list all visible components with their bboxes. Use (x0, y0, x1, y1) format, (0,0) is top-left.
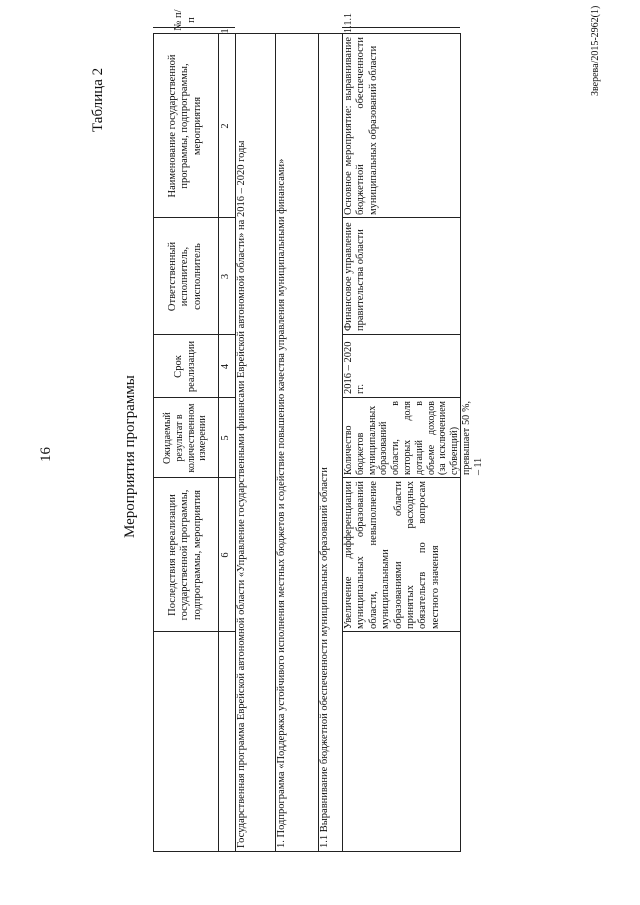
table-caption: Таблица 2 (90, 67, 106, 132)
task-row: 1.1 Выравнивание бюджетной обеспеченности муниципальных образований области (319, 467, 330, 848)
item-result: Количество бюджетов муниципальных образований области, в которых доля дотаций в объеме доходов (за исключением субвенций) превышает 50 %, – 11 (343, 401, 484, 475)
program-row: Государственная программа Еврейской автономной области «Управление государственными финансами Еврейской автономной области» на 2016 – 2020 годы (236, 140, 247, 848)
header-result: Ожидаемый результат в количественном измерении (161, 403, 209, 473)
page-number: 16 (38, 447, 54, 462)
column-number-4: 4 (220, 363, 232, 370)
column-number-3: 3 (220, 273, 232, 280)
header-period: Срок реализации (173, 340, 197, 393)
header-number: № п/п (173, 9, 197, 31)
item-executor: Финансовое управление правительства области (343, 222, 367, 331)
header-name: Наименование государственной программы, подпрограммы, мероприятия (166, 54, 203, 198)
section-title: Мероприятия программы (122, 375, 138, 538)
item-number: 1.1.1 (343, 13, 354, 33)
item-period: 2016 – 2020 гг. (343, 341, 367, 394)
column-number-6: 6 (220, 552, 232, 558)
column-number-5: 5 (220, 435, 232, 441)
header-executor: Ответственный исполнитель, соисполнитель (166, 241, 203, 312)
footer-code: Зверева/2015-2962(1) (590, 5, 601, 96)
column-number-1: 1 (220, 28, 232, 34)
item-consequence: Увеличение дифференциации муниципальных образований области, невыполнение муниципальными образованиями области принятых расходных обязательств по вопросам местного значения (343, 481, 441, 629)
item-name: Основное мероприятие: выравнивание бюджетной обеспеченности муниципальных образований области (343, 37, 379, 215)
header-consequence: Последствия нереализации государственной программы, подпрограммы, мероприятия (166, 489, 203, 621)
column-number-2: 2 (220, 123, 232, 129)
subprogram-row: 1. Подпрограмма «Поддержка устойчивого исполнения местных бюджетов и содействие повышению качества управления муниципальными финансами» (276, 158, 287, 848)
